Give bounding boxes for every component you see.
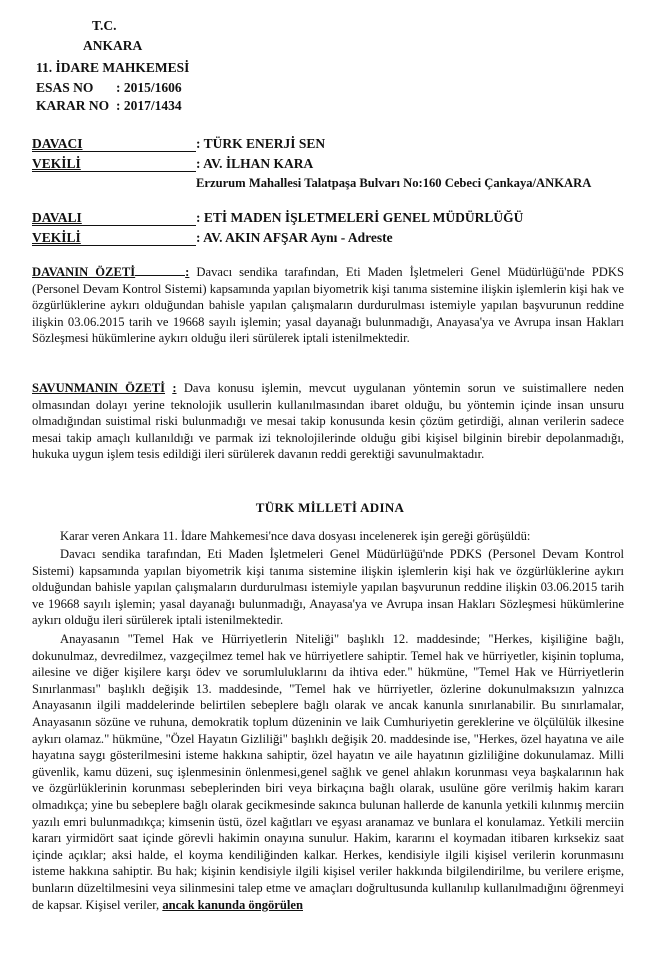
davanin-ozeti-text: Davacı sendika tarafından, Eti Maden İşletmeleri Genel Müdürlüğü'nde PDKS (Personel Devam Kontrol Sistemi) kapsamında yapılan biyometrik kişi tanıma sistemine ilişkin işlemlerin kişi hak ve özgürlüklerine aykırı olduğundan bahisle yapılan çalışmaların durdurulması istemiyle yapılan başvurunun reddine ilişkin 03.06.2015 tarih ve 19668 sayılı işlemin; yasal dayanağı bulunmadığı, Anayasa'ya ve Avrupa insan Hakları Sözleşmesi hükümlerine aykırı olduğu ileri sürülerek iptali istenilmektedir. (32, 265, 624, 346)
davali-value: : ETİ MADEN İŞLETMELERİ GENEL MÜDÜRLÜĞÜ (196, 210, 524, 225)
header-city: ANKARA (83, 38, 143, 53)
davanin-ozeti-label: DAVANIN ÖZETİ (32, 265, 136, 279)
header-tc: T.C. (92, 18, 117, 33)
davanin-ozeti-paragraph (32, 264, 624, 347)
davaci-value: : TÜRK ENERJİ SEN (196, 136, 326, 151)
body-paragraph-3-text: Anayasanın "Temel Hak ve Hürriyetlerin Niteliği" başlıklı 12. maddesinde; "Herkes, kişiliğine bağlı, dokunulmaz, devredilmez, vazgeçilmez temel hak ve hürriyetlere sahiptir. Temel hak ve hürriyetler, kişinin topluma, ailesine ve diğer kişilere karşı ödev ve sorumluluklarını da ihtiva eder." hükmüne, "Temel Hak ve Hürriyetlerin Sınırlanması" başlıklı değişik 13. maddesinde, "Temel hak ve hürriyetler, özlerine dokunulmaksızın yalnızca Anayasanın ilgili maddelerinde belirtilen sebeplere bağlı olarak ve ancak kanunla sınırlanabilir. Bu sınırlamalar, Anayasanın sözüne ve ruhuna, demokratik toplum düzeninin ve laik Cumhuriyetin gereklerine ve ölçülülük ilkesine aykırı olamaz." hükmüne, "Özel Hayatın Gizliliği" başlıklı değişik 20. maddesinde ise, "Herkes, özel hayatına ve aile hayatına saygı gösterilmesini isteme hakkına sahiptir, özel hayatın ve aile hayatının gizliliğine dokunulamaz. Milli güvenlik, kamu düzeni, suç işlenmesinin önlenmesi,genel sağlık ve genel ahlakın korunması veya başkalarının hak ve özgürlüklerinin korunması sebeplerinden biri veya birkaçına bağlı olarak, usulüne göre verilmiş hakim kararı olmadıkça; yine bu sebeplere bağlı olarak gecikmesinde sakınca bulunan hallerde de kanunla yetkili kılınmış merciin yazılı emri bulunmadıkça; kimsenin üstü, özel kağıtları ve eşyası aranamaz ve bunlara el konulamaz. Yetkili merciin kararı yirmidört saat içinde görevli hakimin onayına sunulur. Hakim, kararını el koymadan itibaren kırksekiz saat içinde açıklar; aksi halde, el koyma kendiliğinden kalkar. Herkes, kendisiyle ilgili kişisel verilerin korunmasını isteme hakkına sahiptir. Bu hak; kişinin kendisiyle ilgili kişisel veriler hakkında bilgilendirilme, bu verilere erişme, bunların düzeltilmesini veya silinmesini talep etme ve amaçları doğrultusunda kullanılıp kullanılmadığını öğrenmeyi de kapsar. Kişisel veriler, (32, 632, 624, 912)
davaci-vekili-underline (32, 171, 196, 172)
karar-label: KARAR NO (36, 98, 110, 113)
davali-vekili-label: VEKİLİ (32, 230, 81, 245)
davaci-label: DAVACI (32, 136, 83, 151)
body-paragraph-1: Karar veren Ankara 11. İdare Mahkemesi'nce dava dosyası incelenerek işin gereği görüşüldü: (60, 529, 531, 543)
davali-vekili-underline (32, 245, 196, 246)
savunmanin-ozeti-label: SAVUNMANIN ÖZETİ (32, 381, 166, 395)
savunmanin-ozeti-colon: : (172, 381, 177, 395)
davali-underline (32, 225, 196, 226)
davali-vekili-value: : AV. AKIN AFŞAR Aynı - Adreste (196, 230, 393, 245)
savunmanin-ozeti-text: Dava konusu işlemin, mevcut uygulanan yöntemin sorun ve suistimallere neden olmasından dolayı yerine teknolojik usullerin kullanılmasından ibaret olduğu, bu yöntemin içinde insan unsuru olmadığından suistimal riski bulunmadığı ve mesai takip konusunda kesin çözüm getirdiği, alınan verilerin sadece mesai takip amaçlı kullanıldığı ve parmak izi teknolojilerinde olduğu gibi kişisel bilginin birebir depolanmadığı, hukuka uygun işlem tesis edildiği ileri sürülerek davanın reddi gerektiği savunulmaktadır. (32, 381, 624, 462)
karar-value: : 2017/1434 (116, 98, 182, 113)
davaci-vekili-label: VEKİLİ (32, 156, 81, 171)
body-paragraph-2: Davacı sendika tarafından, Eti Maden İşletmeleri Genel Müdürlüğü'nde PDKS (Personel Devam Kontrol Sistemi) kapsamında yapılan biyometrik kişi tanıma sistemine ilişkin işlemlerin kişi hak ve özgürlüklerine aykırı olduğundan bahisle yapılan çalışmaların durdurulması istemiyle yapılan başvurunun reddine ilişkin 03.06.2015 tarih ve 19668 sayılı işlemin; yasal dayanağı bulunmadığı, Anayasa'ya ve Avrupa insan Hakları Sözleşmesi hükümlerine aykırı olduğu ileri sürülerek iptali istenilmektedir. (32, 547, 624, 628)
savunmanin-ozeti-paragraph (32, 380, 624, 463)
esas-value: : 2015/1606 (116, 80, 182, 95)
court-name: 11. İDARE MAHKEMESİ (36, 60, 190, 75)
section-title: TÜRK MİLLETİ ADINA (255, 500, 405, 515)
davaci-underline (32, 151, 196, 152)
davaci-vekili-value: : AV. İLHAN KARA (196, 156, 314, 171)
esas-label: ESAS NO (36, 80, 94, 95)
davaci-address: Erzurum Mahallesi Talatpaşa Bulvarı No:160 Cebeci Çankaya/ANKARA (196, 176, 592, 190)
body-paragraph-3 (32, 631, 624, 913)
davali-label: DAVALI (32, 210, 82, 225)
davanin-ozeti-colon: : (185, 265, 190, 279)
body-paragraph-3-tail: ancak kanunda öngörülen (162, 897, 303, 912)
